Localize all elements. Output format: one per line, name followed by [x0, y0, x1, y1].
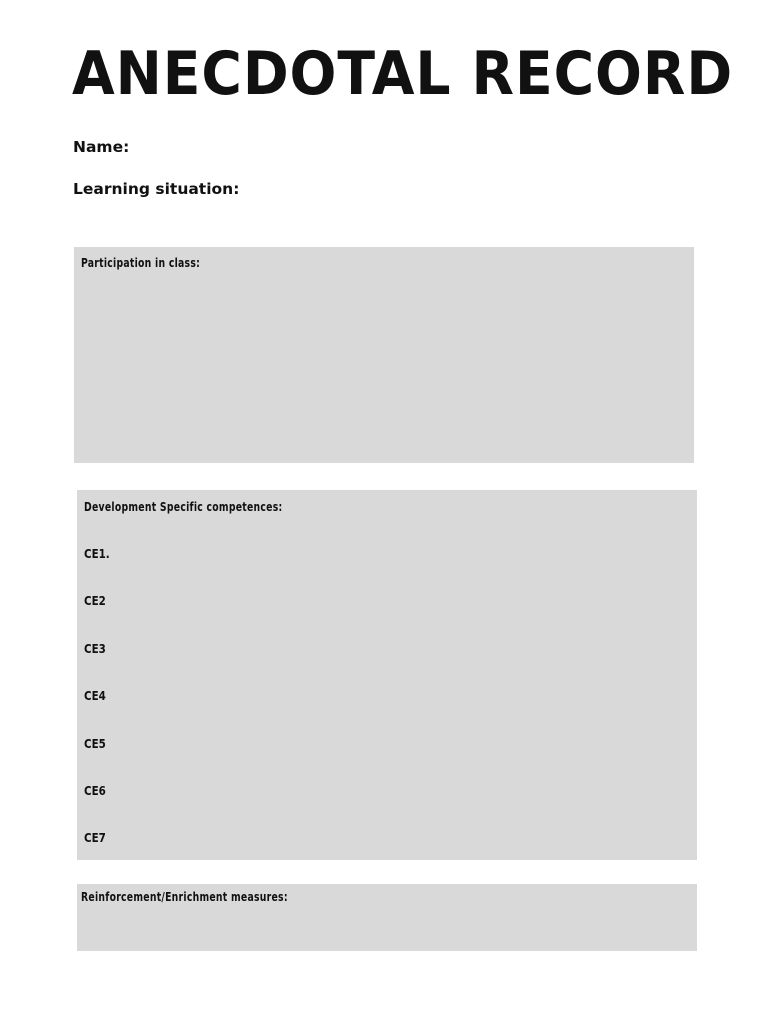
participation-label: Participation in class: [81, 256, 201, 270]
learning-situation-label: Learning situation: [73, 180, 240, 198]
competence-item-ce6: CE6 [84, 783, 106, 798]
competence-item-ce7: CE7 [84, 831, 106, 846]
competence-item-ce4: CE4 [84, 689, 106, 704]
competence-item-ce1: CE1. [84, 547, 110, 561]
reinforcement-label: Reinforcement/Enrichment measures: [81, 890, 288, 904]
competence-item-ce2: CE2 [84, 594, 106, 609]
competences-label: Development Specific competences: [84, 500, 283, 514]
competences-list [84, 546, 114, 878]
page-title: ANECDOTAL RECORD [72, 39, 734, 109]
participation-box [74, 247, 694, 463]
competence-item-ce5: CE5 [84, 736, 106, 751]
competences-box [77, 490, 697, 860]
competence-item-ce3: CE3 [84, 641, 106, 656]
name-label: Name: [73, 138, 130, 156]
reinforcement-box [77, 884, 697, 951]
